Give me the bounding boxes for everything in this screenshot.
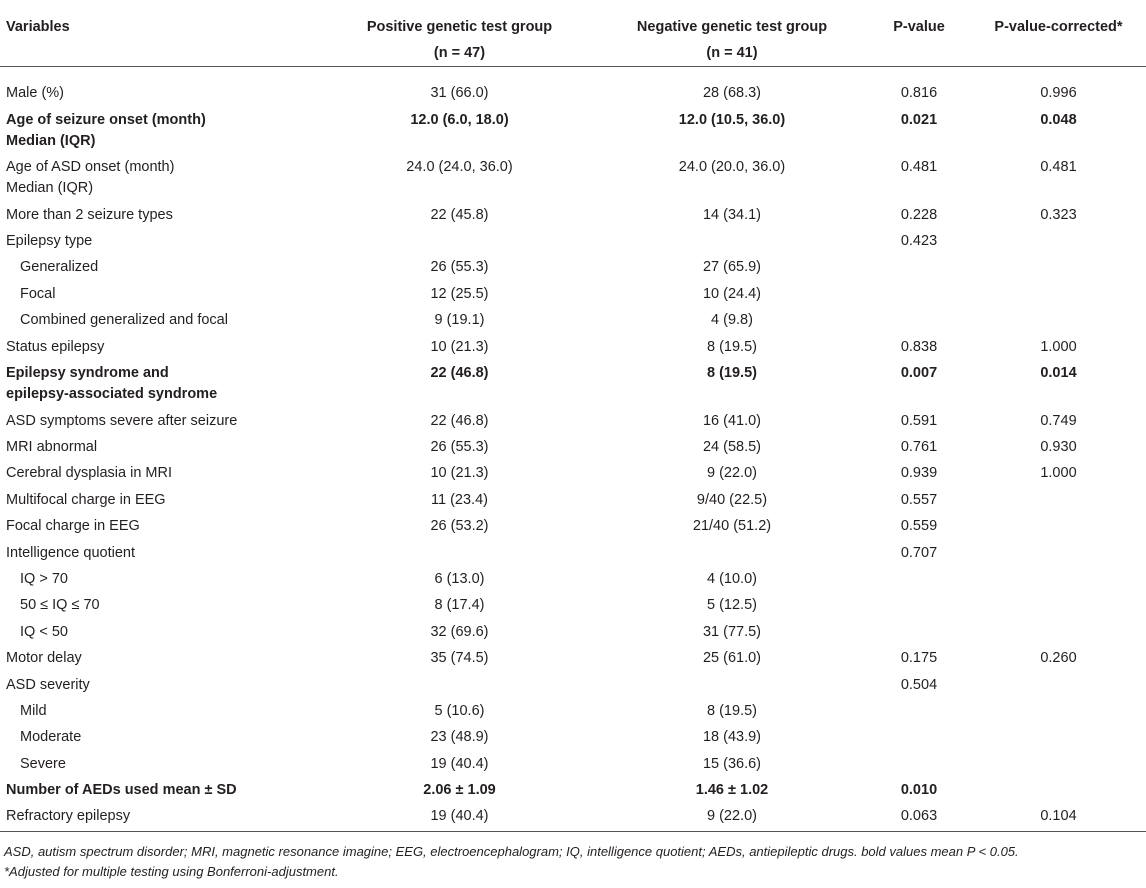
row-label (0, 152, 322, 200)
header-p-value: P-value (867, 0, 971, 67)
p-value-corrected: 0.996 (1040, 85, 1077, 101)
table-row (0, 696, 1146, 722)
p-value-corrected (971, 775, 1146, 801)
p-value-corrected: 0.014 (1040, 365, 1077, 382)
header-positive-title: Positive genetic test group (366, 19, 553, 35)
p-value-corrected: 0.930 (1040, 439, 1077, 456)
row-label-line1: Epilepsy syndrome and (6, 365, 169, 382)
row-label: Intelligence quotient (6, 544, 135, 561)
negative-value: 25 (61.0) (702, 650, 762, 667)
table-row (0, 617, 1146, 643)
positive-value (322, 538, 597, 564)
negative-value: 1.46 ± 1.02 (695, 782, 769, 799)
p-value-corrected (971, 305, 1146, 331)
p-value: 0.007 (900, 365, 938, 382)
p-value: 0.175 (900, 650, 938, 667)
p-value-corrected: 0.260 (1040, 650, 1077, 667)
row-label: ASD severity (6, 676, 90, 693)
positive-value (322, 226, 597, 252)
header-positive-group (322, 0, 597, 67)
table-footnotes (4, 842, 1142, 882)
negative-value: 24 (58.5) (702, 439, 762, 456)
row-label: IQ < 50 (20, 623, 68, 640)
row-label: More than 2 seizure types (6, 206, 173, 223)
p-value (867, 696, 971, 722)
row-label: Epilepsy type (6, 233, 93, 250)
negative-value: 27 (65.9) (702, 259, 762, 276)
p-value (867, 305, 971, 331)
p-value-corrected (971, 722, 1146, 748)
negative-value: 9 (22.0) (597, 801, 867, 831)
p-value-corrected (971, 279, 1146, 305)
p-value: 0.228 (900, 206, 938, 223)
table-row (0, 643, 1146, 669)
footnote-adjusted: *Adjusted for multiple testing using Bonferroni-adjustment. (4, 864, 339, 879)
negative-value: 8 (19.5) (707, 338, 757, 355)
p-value: 0.063 (867, 801, 971, 831)
table-row (0, 332, 1146, 358)
negative-value: 9 (22.0) (707, 465, 757, 482)
row-label: Male (%) (6, 85, 65, 101)
positive-value: 26 (55.3) (430, 439, 489, 456)
row-label-line2: Median (IQR) (6, 180, 94, 197)
positive-value: 6 (13.0) (434, 570, 485, 587)
row-label: Number of AEDs used mean ± SD (6, 782, 237, 799)
p-value (867, 590, 971, 616)
negative-value: 8 (19.5) (707, 702, 757, 719)
negative-value: 24.0 (20.0, 36.0) (678, 159, 786, 176)
row-label: Generalized (20, 259, 99, 276)
p-value: 0.816 (900, 85, 938, 101)
table-row (0, 358, 1146, 406)
row-label: Severe (20, 755, 66, 772)
p-value (867, 279, 971, 305)
p-value-corrected (971, 617, 1146, 643)
p-value-corrected: 1.000 (1040, 465, 1077, 482)
positive-value: 9 (19.1) (434, 312, 485, 329)
p-value-corrected (971, 590, 1146, 616)
p-value-corrected (971, 564, 1146, 590)
p-value-corrected (971, 696, 1146, 722)
table-row (0, 458, 1146, 484)
p-value: 0.591 (900, 412, 938, 429)
row-label: Combined generalized and focal (20, 312, 228, 329)
row-label: Multifocal charge in EEG (6, 491, 166, 508)
row-label: MRI abnormal (6, 439, 98, 456)
p-value: 0.423 (900, 233, 938, 250)
row-label: IQ > 70 (20, 570, 68, 587)
p-value (867, 564, 971, 590)
table-row (0, 105, 1146, 153)
positive-value: 35 (74.5) (430, 650, 489, 667)
row-label-line2: epilepsy-associated syndrome (6, 386, 218, 403)
positive-value: 22 (46.8) (430, 365, 489, 382)
header-negative-group (597, 0, 867, 67)
header-variables: Variables (0, 0, 322, 67)
p-value (867, 252, 971, 278)
negative-value: 5 (12.5) (707, 597, 757, 614)
negative-value: 16 (41.0) (702, 412, 762, 429)
positive-value: 19 (40.4) (322, 801, 597, 831)
positive-value: 2.06 ± 1.09 (423, 782, 496, 799)
p-value-corrected: 0.104 (971, 801, 1146, 831)
negative-value (597, 538, 867, 564)
negative-value: 9/40 (22.5) (696, 491, 768, 508)
row-label: Status epilepsy (6, 338, 105, 355)
row-label: Mild (20, 702, 47, 719)
negative-value: 15 (36.6) (702, 755, 762, 772)
p-value: 0.559 (900, 518, 938, 535)
header-negative-title: Negative genetic test group (636, 19, 828, 35)
p-value-corrected (971, 485, 1146, 511)
positive-value: 12 (25.5) (430, 285, 489, 302)
table-row (0, 511, 1146, 537)
row-label: Refractory epilepsy (0, 801, 322, 831)
p-value: 0.010 (900, 782, 938, 799)
negative-value: 18 (43.9) (702, 729, 762, 746)
negative-value (597, 670, 867, 696)
positive-value: 10 (21.3) (430, 465, 489, 482)
row-label: Motor delay (6, 650, 82, 667)
header-positive-n: (n = 47) (433, 45, 486, 61)
p-value-corrected: 0.048 (1040, 111, 1077, 128)
negative-value: 14 (34.1) (702, 206, 762, 223)
positive-value: 32 (69.6) (430, 623, 489, 640)
negative-value: 28 (68.3) (702, 85, 762, 101)
p-value-corrected (971, 749, 1146, 775)
p-value-corrected (971, 538, 1146, 564)
negative-value: 12.0 (10.5, 36.0) (678, 111, 786, 128)
p-value-corrected: 0.323 (1040, 206, 1077, 223)
negative-value: 8 (19.5) (707, 365, 757, 382)
positive-value: 11 (23.4) (431, 491, 488, 508)
positive-value: 22 (45.8) (430, 206, 489, 223)
positive-value: 26 (55.3) (430, 259, 489, 276)
header-p-value-corrected: P-value-corrected* (971, 0, 1146, 67)
table-row (0, 432, 1146, 458)
p-value-corrected (971, 670, 1146, 696)
p-value: 0.707 (900, 544, 938, 561)
row-label: Focal charge in EEG (6, 518, 140, 535)
positive-value: 24.0 (24.0, 36.0) (406, 159, 513, 176)
positive-value: 31 (66.0) (430, 85, 489, 101)
table-row (0, 406, 1146, 432)
positive-value: 26 (53.2) (430, 518, 489, 535)
row-label-line1: Age of ASD onset (month) (6, 159, 175, 176)
row-label: Cerebral dysplasia in MRI (6, 465, 173, 482)
p-value: 0.021 (900, 111, 938, 128)
positive-value: 23 (48.9) (430, 729, 489, 746)
row-label: ASD symptoms severe after seizure (6, 412, 238, 429)
row-label-line2: Median (IQR) (6, 132, 96, 149)
positive-value: 19 (40.4) (430, 755, 489, 772)
p-value-corrected (971, 511, 1146, 537)
p-value (867, 749, 971, 775)
table-row (0, 722, 1146, 748)
table-row (0, 252, 1146, 278)
p-value: 0.557 (900, 491, 938, 508)
negative-value: 4 (10.0) (707, 570, 757, 587)
negative-value: 21/40 (51.2) (692, 518, 772, 535)
positive-value (322, 670, 597, 696)
p-value-corrected: 0.749 (1040, 412, 1077, 429)
negative-value (597, 226, 867, 252)
table-row (0, 152, 1146, 200)
footnote-abbreviations: ASD, autism spectrum disorder; MRI, magnetic resonance imagine; EEG, electroencephalogram; IQ, intelligence quotient; AEDs, antiepileptic drugs. bold values mean P < 0.05. (4, 844, 1019, 859)
table-row (0, 775, 1146, 801)
negative-value: 10 (24.4) (702, 285, 762, 302)
p-value: 0.761 (900, 439, 938, 456)
positive-value: 5 (10.6) (434, 702, 485, 719)
table-body (0, 67, 1146, 832)
p-value: 0.838 (900, 338, 938, 355)
row-label (0, 105, 322, 153)
row-label: 50 ≤ IQ ≤ 70 (20, 597, 100, 614)
table-row (0, 670, 1146, 696)
table-row (0, 538, 1146, 564)
p-value: 0.504 (900, 676, 938, 693)
positive-value: 22 (46.8) (430, 412, 489, 429)
p-value: 0.481 (900, 159, 938, 176)
table-row (0, 749, 1146, 775)
row-label: Moderate (20, 729, 82, 746)
table-row (0, 305, 1146, 331)
positive-value: 10 (21.3) (430, 338, 489, 355)
positive-value: 8 (17.4) (434, 597, 485, 614)
table-row (0, 564, 1146, 590)
positive-value: 12.0 (6.0, 18.0) (410, 111, 509, 128)
row-label: Focal (20, 285, 56, 302)
p-value: 0.939 (900, 465, 938, 482)
negative-value: 31 (77.5) (702, 623, 762, 640)
table-row (0, 279, 1146, 305)
table-row (0, 485, 1146, 511)
table-row (0, 801, 1146, 831)
table-row (0, 226, 1146, 252)
table-row (0, 200, 1146, 226)
p-value-corrected (971, 252, 1146, 278)
header-negative-n: (n = 41) (706, 45, 758, 61)
table-header (0, 0, 1146, 67)
p-value (867, 617, 971, 643)
table-row (0, 67, 1146, 105)
row-label-line1: Age of seizure onset (month) (6, 111, 206, 128)
p-value (867, 722, 971, 748)
negative-value: 4 (9.8) (711, 312, 753, 329)
p-value-corrected (971, 226, 1146, 252)
p-value-corrected: 1.000 (1040, 338, 1077, 355)
p-value-corrected: 0.481 (1040, 159, 1077, 176)
row-label (0, 358, 322, 406)
table-row (0, 590, 1146, 616)
